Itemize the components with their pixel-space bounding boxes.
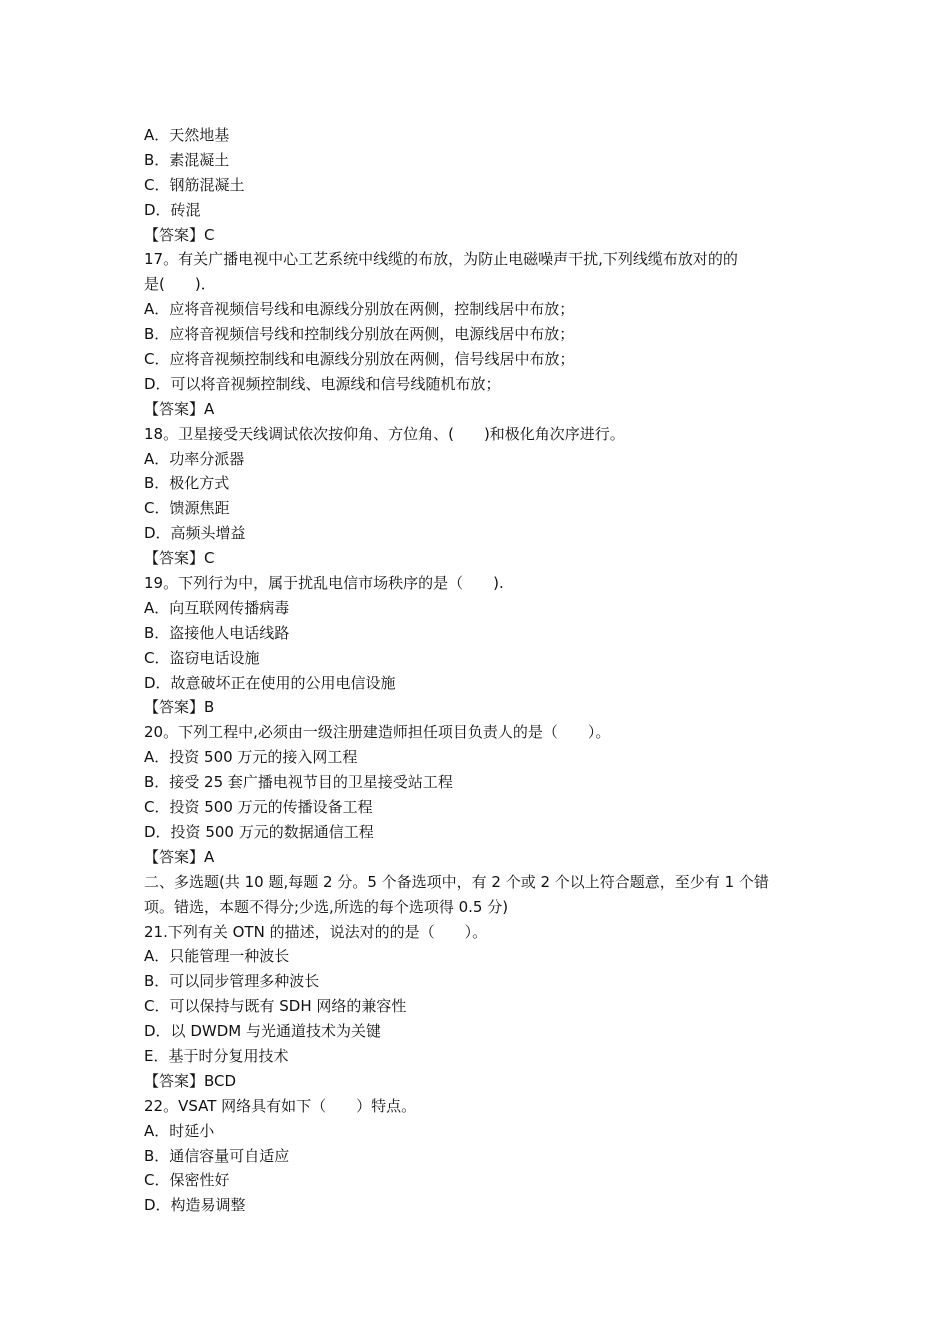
text-line: 【答案】A — [144, 847, 215, 866]
text-line: 项。错选，本题不得分;少选,所选的每个选项得 0.5 分) — [144, 897, 509, 916]
text-line: C．盗窃电话设施 — [144, 648, 260, 667]
text-line: C．应将音视频控制线和电源线分别放在两侧，信号线居中布放； — [144, 350, 575, 369]
text-line: A．应将音视频信号线和电源线分别放在两侧，控制线居中布放； — [144, 300, 575, 319]
text-line: D．投资 500 万元的数据通信工程 — [144, 822, 374, 841]
text-line: D．构造易调整 — [144, 1196, 246, 1215]
text-line: E．基于时分复用技术 — [144, 1046, 289, 1065]
text-line: A．只能管理一种波长 — [144, 947, 290, 966]
text-line: A．功率分派器 — [144, 449, 245, 468]
text-line: B．通信容量可自适应 — [144, 1146, 290, 1165]
text-line: D．砖混 — [144, 200, 201, 219]
text-line: D．可以将音视频控制线、电源线和信号线随机布放； — [144, 374, 501, 393]
text-line: B．素混凝土 — [144, 150, 230, 169]
text-line: 17。有关广播电视中心工艺系统中线缆的布放，为防止电磁噪声干扰,下列线缆布放对的的 — [144, 250, 738, 269]
text-line: 【答案】C — [144, 549, 215, 568]
text-line: 是( )． — [144, 275, 216, 294]
text-line: B．可以同步管理多种波长 — [144, 972, 320, 991]
text-line: C．保密性好 — [144, 1171, 230, 1190]
text-line: 【答案】BCD — [144, 1071, 237, 1090]
text-line: C．可以保持与既有 SDH 网络的兼容性 — [144, 997, 407, 1016]
text-line: C．钢筋混凝土 — [144, 175, 245, 194]
text-line: 19。下列行为中，属于扰乱电信市场秩序的是（ ). — [144, 574, 504, 593]
text-line: B．接受 25 套广播电视节目的卫星接受站工程 — [144, 773, 453, 792]
text-line: 【答案】C — [144, 225, 215, 244]
text-line: D．高频头增益 — [144, 524, 246, 543]
text-line: A．时延小 — [144, 1121, 215, 1140]
exam-text — [144, 123, 814, 1218]
text-line: A．投资 500 万元的接入网工程 — [144, 748, 358, 767]
text-line: 22。VSAT 网络具有如下（ ）特点。 — [144, 1096, 417, 1115]
text-line: B．应将音视频信号线和控制线分别放在两侧，电源线居中布放； — [144, 325, 575, 344]
text-line: D．以 DWDM 与光通道技术为关键 — [144, 1022, 381, 1041]
text-line: A．向互联网传播病毒 — [144, 598, 290, 617]
text-line: 二、多选题(共 10 题,每题 2 分。5 个备选项中，有 2 个或 2 个以上符合题意，至少有 1 个错 — [144, 872, 769, 891]
text-line: D．故意破坏正在使用的公用电信设施 — [144, 673, 396, 692]
text-line: C．馈源焦距 — [144, 499, 230, 518]
text-line: B．盗接他人电话线路 — [144, 623, 290, 642]
text-line: C．投资 500 万元的传播设备工程 — [144, 798, 373, 817]
text-line: A．天然地基 — [144, 126, 230, 144]
text-line: 18。卫星接受天线调试依次按仰角、方位角、( )和极化角次序进行。 — [144, 424, 625, 443]
text-line: 【答案】B — [144, 698, 215, 717]
text-line: 20。下列工程中,必须由一级注册建造师担任项目负责人的是（ ）。 — [144, 723, 611, 742]
text-line: B．极化方式 — [144, 474, 230, 493]
text-line: 21.下列有关 OTN 的描述，说法对的的是（ ）。 — [144, 922, 488, 941]
text-line: 【答案】A — [144, 399, 215, 418]
